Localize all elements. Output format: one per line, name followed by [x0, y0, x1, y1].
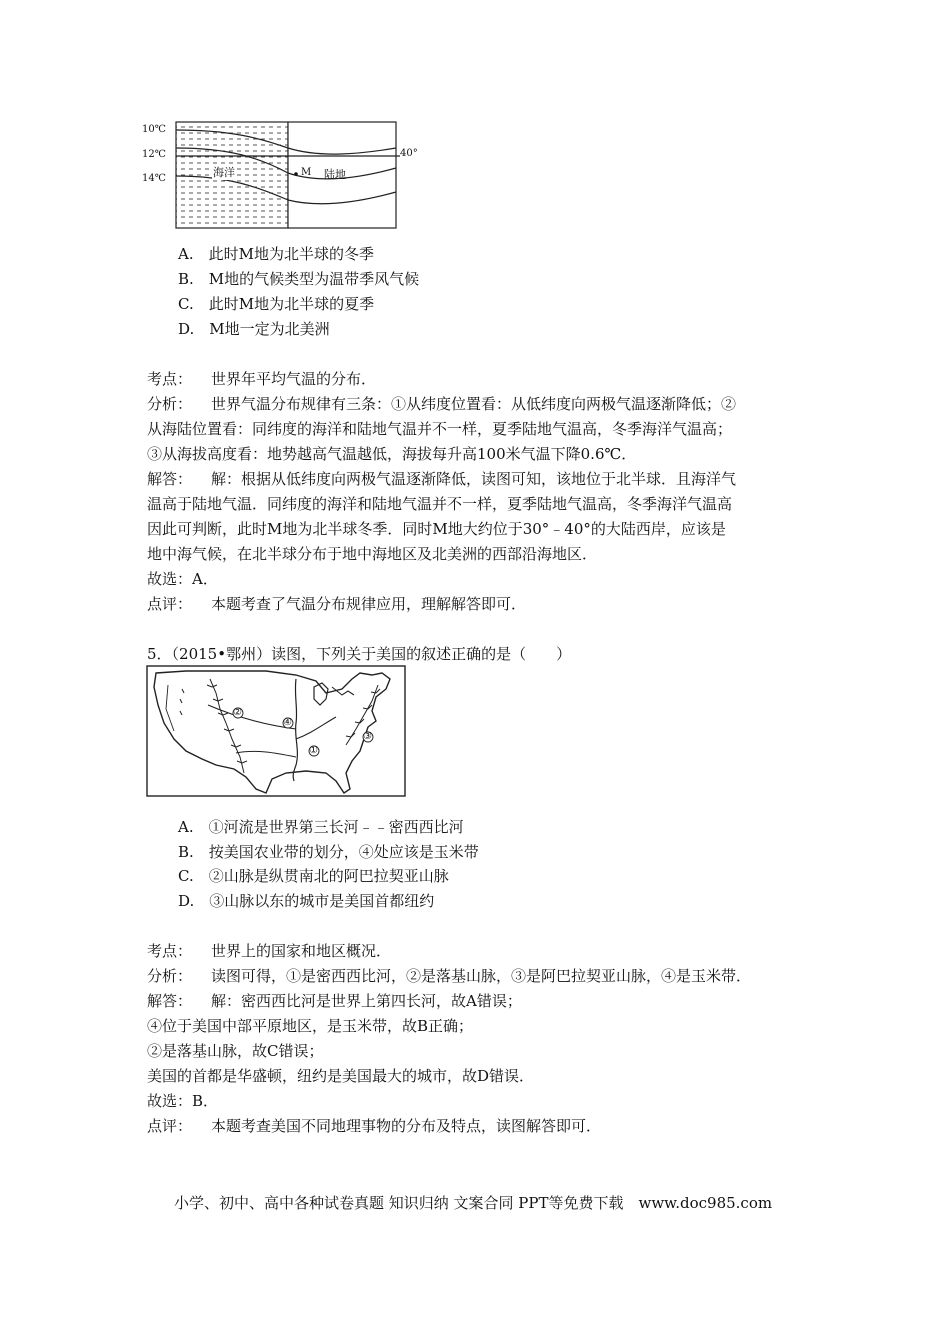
q4-jieda-text-4: 地中海气候，在北半球分布于地中海地区及北美洲的西部沿海地区． — [147, 545, 598, 563]
q5-kaodian-label: 考点： — [147, 942, 193, 960]
marker-2-label: ② — [233, 707, 242, 718]
q4-jieda — [147, 469, 736, 489]
q5-dianping-text: 本题考查美国不同地理事物的分布及特点，读图解答即可． — [211, 1117, 602, 1135]
isotherm-label-14: 14℃ — [142, 173, 166, 184]
q4-option-a: A. 此时M地为北半球的冬季 — [178, 245, 374, 263]
q5-fenxi — [147, 966, 751, 986]
q4-fenxi — [147, 394, 736, 414]
point-m-label: M — [301, 167, 312, 178]
q4-fenxi-label: 分析： — [147, 395, 193, 413]
q5-option-c: C. ②山脉是纵贯南北的阿巴拉契亚山脉 — [178, 867, 449, 885]
q5-stem: 5．（2015•鄂州）读图，下列关于美国的叙述正确的是（ ） — [147, 645, 572, 663]
marker-4-label: ④ — [283, 717, 292, 728]
q5-jieda-text-1: 解：密西西比河是世界上第四长河，故A错误； — [211, 992, 522, 1010]
q4-fenxi-text-3: ③从海拔高度看：地势越高气温越低，海拔每升高100米气温下降0.6℃． — [147, 445, 637, 463]
q4-option-b: B. M地的气候类型为温带季风气候 — [178, 270, 420, 288]
q5-option-a: A. ①河流是世界第三长河﹣﹣密西西比河 — [178, 818, 464, 836]
q4-answer: 故选：A． — [147, 570, 218, 588]
ocean-label: 海洋 — [213, 166, 235, 179]
q5-answer: 故选：B． — [147, 1092, 219, 1110]
q5-dianping-label: 点评： — [147, 1117, 193, 1135]
q5-dianping — [147, 1116, 601, 1136]
q4-dianping-label: 点评： — [147, 595, 193, 613]
isotherm-figure — [140, 118, 430, 230]
isotherm-label-12: 12℃ — [142, 149, 166, 160]
q4-kaodian — [147, 369, 376, 389]
q5-jieda-label: 解答： — [147, 992, 193, 1010]
q5-jieda-text-2: ④位于美国中部平原地区，是玉米带，故B正确； — [147, 1017, 474, 1035]
latitude-label: 40° — [400, 148, 418, 159]
isotherm-label-10: 10℃ — [142, 124, 166, 135]
land-label: 陆地 — [324, 168, 346, 181]
q4-option-c: C. 此时M地为北半球的夏季 — [178, 295, 375, 313]
q4-fenxi-text-1: 世界气温分布规律有三条：①从纬度位置看：从低纬度向两极气温逐渐降低；② — [211, 395, 737, 413]
marker-3-label: ③ — [363, 731, 372, 742]
q4-kaodian-text: 世界年平均气温的分布． — [211, 370, 377, 388]
q5-fenxi-text: 读图可得，①是密西西比河，②是落基山脉，③是阿巴拉契亚山脉，④是玉米带． — [211, 967, 752, 985]
page-footer: 小学、初中、高中各种试卷真题 知识归纳 文案合同 PPT等免费下载 www.doc985.com — [174, 1194, 773, 1212]
q4-fenxi-text-2: 从海陆位置看：同纬度的海洋和陆地气温并不一样，夏季陆地气温高，冬季海洋气温高； — [147, 420, 733, 438]
q5-kaodian — [147, 941, 391, 961]
q4-jieda-label: 解答： — [147, 470, 193, 488]
q5-jieda-text-4: 美国的首都是华盛顿，纽约是美国最大的城市，故D错误． — [147, 1067, 535, 1085]
q5-option-d: D. ③山脉以东的城市是美国首都纽约 — [178, 892, 435, 910]
q5-jieda-text-3: ②是落基山脉，故C错误； — [147, 1042, 324, 1060]
q5-kaodian-text: 世界上的国家和地区概况． — [211, 942, 392, 960]
q4-option-d: D. M地一定为北美洲 — [178, 320, 330, 338]
q4-dianping — [147, 594, 526, 614]
q5-jieda — [147, 991, 522, 1011]
q4-kaodian-label: 考点： — [147, 370, 193, 388]
q4-jieda-text-2: 温高于陆地气温．同纬度的海洋和陆地气温并不一样，夏季陆地气温高，冬季海洋气温高 — [147, 495, 733, 513]
q4-jieda-text-1: 解：根据从低纬度向两极气温逐渐降低，读图可知，该地位于北半球．且海洋气 — [211, 470, 737, 488]
q4-dianping-text: 本题考查了气温分布规律应用，理解解答即可． — [211, 595, 527, 613]
point-m — [294, 172, 298, 176]
usa-map-figure — [146, 665, 406, 797]
q5-fenxi-label: 分析： — [147, 967, 193, 985]
marker-1-label: ① — [309, 745, 318, 756]
q4-jieda-text-3: 因此可判断，此时M地为北半球冬季．同时M地大约位于30°﹣40°的大陆西岸，应该是 — [147, 520, 726, 538]
q5-option-b: B. 按美国农业带的划分，④处应该是玉米带 — [178, 843, 479, 861]
